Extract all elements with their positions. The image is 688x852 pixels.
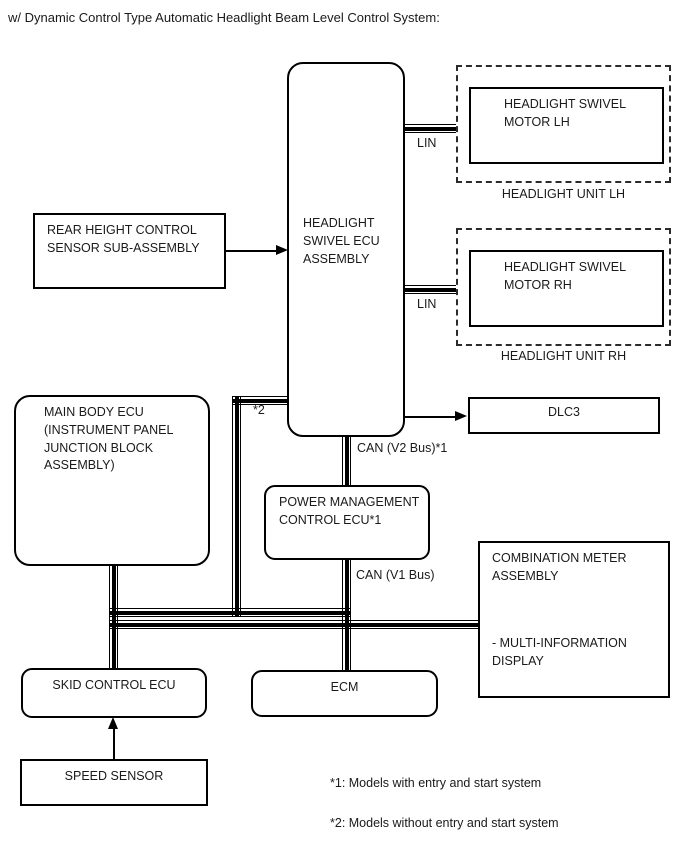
bottom-bus-lower: [109, 620, 480, 629]
node-label: ECM: [330, 680, 359, 694]
can-v2-bus-label: CAN (V2 Bus)*1: [357, 441, 448, 455]
lin-label-rh: LIN: [417, 297, 437, 311]
node-main-body-ecu: [14, 395, 210, 566]
node-label: HEADLIGHT SWIVEL MOTOR LH: [504, 97, 626, 129]
node-power-management-control-ecu: [264, 485, 430, 560]
node-label: MAIN BODY ECU (INSTRUMENT PANEL JUNCTION BLOCK ASSEMBLY): [44, 405, 173, 473]
node-rear-height-control-sensor: [33, 213, 226, 289]
node-combination-meter-assembly: [478, 541, 670, 698]
footnote-1: *1: Models with entry and start system: [330, 776, 542, 790]
node-label: HEADLIGHT SWIVEL ECU ASSEMBLY: [303, 216, 380, 266]
can-v1-bus-label: CAN (V1 Bus): [356, 568, 435, 582]
lin-label-lh: LIN: [417, 136, 437, 150]
node-speed-sensor: [20, 759, 208, 806]
bottom-bus-upper: [109, 608, 351, 617]
node-label: REAR HEIGHT CONTROL SENSOR SUB-ASSEMBLY: [47, 223, 200, 255]
main-body-ecu-bus-vertical: [109, 566, 118, 669]
multi-information-display-label: - MULTI-INFORMATION DISPLAY: [492, 636, 627, 668]
arrow-ecu-to-dlc3-line: [405, 416, 458, 418]
node-headlight-swivel-motor-lh: [469, 87, 664, 164]
node-headlight-swivel-ecu-assembly: [287, 62, 405, 437]
caption-headlight-unit-lh: HEADLIGHT UNIT LH: [501, 187, 626, 201]
node-label: SPEED SENSOR: [64, 769, 164, 783]
node-label: HEADLIGHT SWIVEL MOTOR RH: [504, 260, 626, 292]
can-v2-bus-vertical: [342, 437, 351, 485]
caption-headlight-unit-rh: HEADLIGHT UNIT RH: [500, 349, 627, 363]
arrow-speed-to-skid-line: [113, 727, 115, 759]
node-label: COMBINATION METER ASSEMBLY: [492, 551, 627, 583]
node-label: DLC3: [548, 405, 580, 419]
arrow-speed-to-skid-head: [108, 717, 118, 729]
node-dlc3: [468, 397, 660, 434]
node-skid-control-ecu: [21, 668, 207, 718]
star2-marker-label: *2: [253, 403, 265, 417]
node-ecm: [251, 670, 438, 717]
diagram-title: w/ Dynamic Control Type Automatic Headlight Beam Level Control System:: [8, 10, 440, 25]
node-headlight-swivel-motor-rh: [469, 250, 664, 327]
node-label: SKID CONTROL ECU: [52, 678, 176, 692]
node-label: POWER MANAGEMENT CONTROL ECU*1: [279, 495, 420, 527]
arrow-ecu-to-dlc3-head: [455, 411, 467, 421]
footnote-2: *2: Models without entry and start system: [330, 816, 559, 830]
star2-bus-vertical: [232, 396, 241, 617]
arrow-rear-height-to-ecu-line: [226, 250, 279, 252]
